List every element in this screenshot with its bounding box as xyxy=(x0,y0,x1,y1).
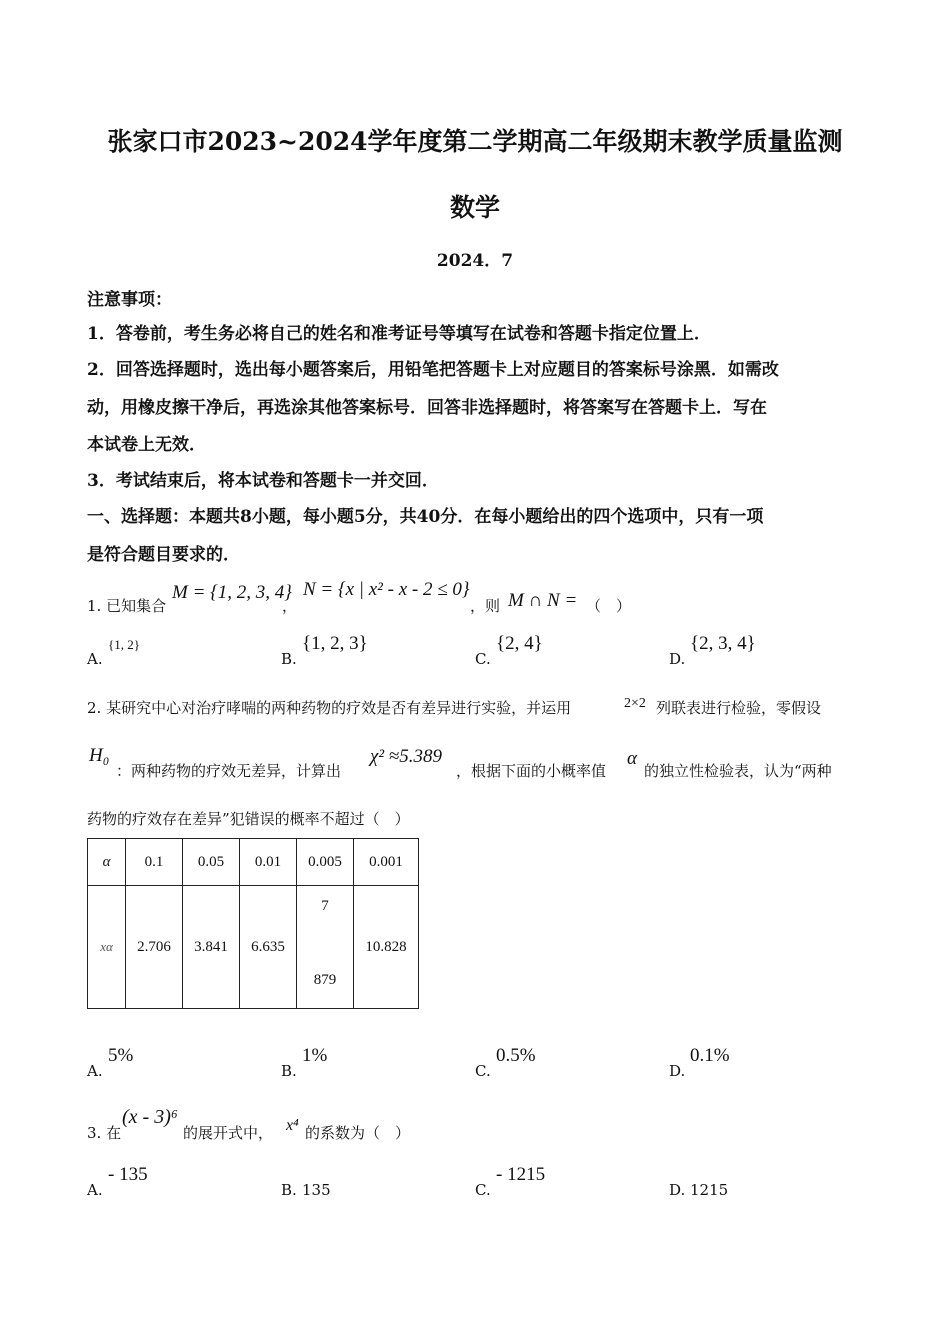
subject-title: 数学 xyxy=(449,193,500,222)
exam-date: 2024．7 xyxy=(436,251,514,271)
critical-value-header: xα xyxy=(88,886,126,1009)
notice-item-2-line-2: 动，用橡皮擦干净后，再选涂其他答案标号．回答非选择题时，将答案写在答题卡上．写在 xyxy=(87,398,767,418)
q3-expression: (x - 3)⁶ xyxy=(122,1106,178,1128)
critical-value-cell: 3.841 xyxy=(183,886,240,1009)
q1-option-d-value: {2, 3, 4} xyxy=(690,633,756,654)
q1-expression: M ∩ N = xyxy=(508,590,578,611)
q2-contingency: 2×2 xyxy=(624,696,646,711)
alpha-cell: 0.005 xyxy=(297,839,354,886)
q2-line-1a: 2. 某研究中心对治疗哮喘的两种药物的疗效是否有差异进行实验，并运用 xyxy=(87,699,572,717)
q1-blank: （ ） xyxy=(586,597,632,615)
notice-item-2-line-3: 本试卷上无效． xyxy=(87,435,206,455)
q3-option-b-value: 135 xyxy=(302,1181,331,1199)
q2-option-d-value: 0.1% xyxy=(690,1045,730,1066)
alpha-cell: 0.01 xyxy=(240,839,297,886)
alpha-header: α xyxy=(88,839,126,886)
notice-item-1: 1．答卷前，考生务必将自己的姓名和准考证号等填写在试卷和答题卡指定位置上． xyxy=(87,324,711,344)
q3-option-c-label: C. xyxy=(475,1181,491,1199)
alpha-cell: 0.001 xyxy=(354,839,419,886)
q1-option-b-value: {1, 2, 3} xyxy=(302,633,368,654)
q2-option-c-value: 0.5% xyxy=(496,1045,536,1066)
q2-chi-value: χ² ≈5.389 xyxy=(370,746,442,767)
alpha-table xyxy=(87,838,419,1009)
q3-option-c-value: - 1215 xyxy=(496,1164,546,1185)
q2-h0: H₀ xyxy=(89,745,110,766)
section-1-line-1: 一、选择题：本题共8小题，每小题5分，共40分．在每小题给出的四个选项中，只有一项 xyxy=(87,507,764,527)
q3-option-b-label: B. xyxy=(281,1181,297,1199)
q2-option-b-value: 1% xyxy=(302,1045,328,1066)
q2-alpha-symbol: α xyxy=(627,748,637,769)
q3-prefix: 3. 在 xyxy=(87,1124,122,1142)
q1-option-b-label: B. xyxy=(281,650,297,668)
q2-option-d-label: D. xyxy=(669,1062,686,1080)
notice-item-3: 3．考试结束后，将本试卷和答题卡一并交回． xyxy=(87,471,439,491)
critical-value-row xyxy=(88,886,419,1009)
q2-option-b-label: B. xyxy=(281,1062,297,1080)
q1-option-a-value: {1, 2} xyxy=(108,637,140,652)
alpha-cell: 0.1 xyxy=(126,839,183,886)
critical-value-split-top: 7 xyxy=(321,898,329,914)
q3-option-d-label: D. xyxy=(669,1181,686,1199)
notice-heading: 注意事项： xyxy=(87,290,172,310)
q2-line-3: 药物的疗效存在差异”犯错误的概率不超过（ ） xyxy=(87,810,410,828)
q2-line-2b: ，根据下面的小概率值 xyxy=(456,762,607,780)
q3-mid: 的展开式中， xyxy=(183,1124,274,1142)
q2-option-c-label: C. xyxy=(475,1062,491,1080)
q2-option-a-value: 5% xyxy=(108,1045,134,1066)
critical-value-split-bottom: 879 xyxy=(313,972,337,988)
q1-then: ，则 xyxy=(470,597,501,615)
critical-value-cell: 10.828 xyxy=(354,886,419,1009)
q1-comma: ， xyxy=(282,597,298,615)
q3-option-d-value: 1215 xyxy=(690,1181,729,1199)
section-1-line-2: 是符合题目要求的． xyxy=(87,545,240,565)
q3-suffix: 的系数为（ ） xyxy=(305,1124,411,1142)
q1-set-m: M = {1, 2, 3, 4} xyxy=(172,582,292,603)
q1-prefix: 1. 已知集合 xyxy=(87,597,167,615)
critical-value-cell: 2.706 xyxy=(126,886,183,1009)
q3-option-a-value: - 135 xyxy=(108,1164,148,1185)
notice-item-2-line-1: 2．回答选择题时，选出每小题答案后，用铅笔把答题卡上对应题目的答案标号涂黑．如需改 xyxy=(87,360,779,380)
q1-option-d-label: D. xyxy=(669,650,686,668)
q2-line-2a: ：两种药物的疗效无差异，计算出 xyxy=(116,762,342,780)
exam-title: 张家口市2023~2024学年度第二学期高二年级期末教学质量监测 xyxy=(107,127,843,156)
q1-option-a-label: A. xyxy=(87,650,103,668)
q1-option-c-label: C. xyxy=(475,650,491,668)
q3-term: x⁴ xyxy=(286,1117,299,1134)
critical-value-cell: 6.635 xyxy=(240,886,297,1009)
q3-option-a-label: A. xyxy=(87,1181,103,1199)
q1-set-n: N = {x | x² - x - 2 ≤ 0} xyxy=(303,579,470,600)
q1-option-c-value: {2, 4} xyxy=(496,633,543,654)
q2-option-a-label: A. xyxy=(87,1062,103,1080)
alpha-cell: 0.05 xyxy=(183,839,240,886)
alpha-row xyxy=(88,839,419,886)
critical-value-cell-split xyxy=(297,886,354,1009)
q2-line-2c: 的独立性检验表，认为“两种 xyxy=(644,762,832,780)
q2-line-1b: 列联表进行检验，零假设 xyxy=(656,699,822,717)
